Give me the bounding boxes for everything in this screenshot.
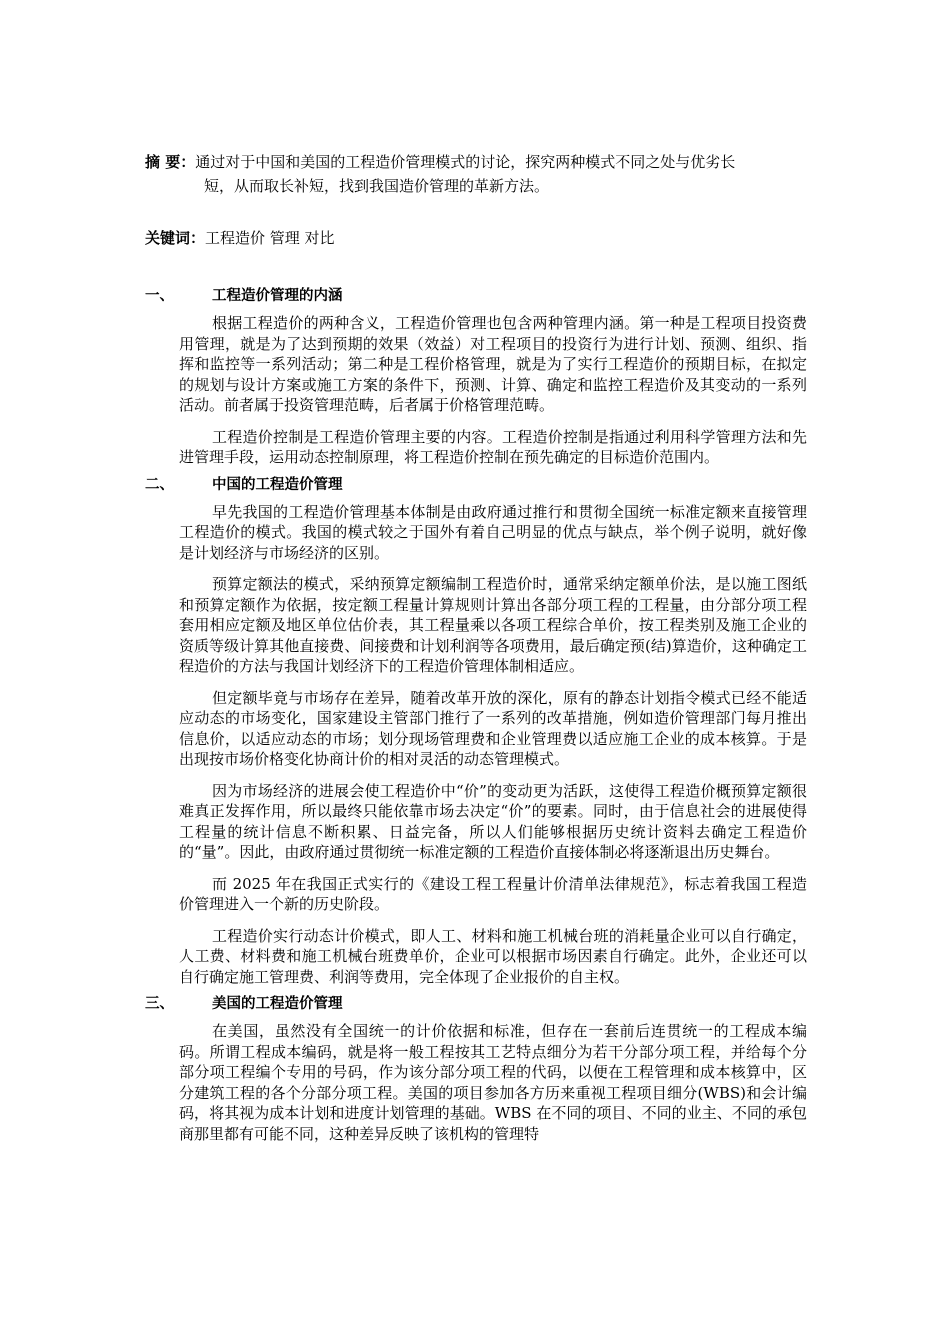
section-title: 中国的工程造价管理 <box>212 476 343 493</box>
abstract-line-1 <box>145 150 815 174</box>
paragraph: 根据工程造价的两种含义，工程造价管理也包含两种管理内涵。第一种是工程项目投资费用管理，就是为了达到预期的效果（效益）对工程项目的投资行为进行计划、预测、组织、指挥和监控等一系列活动；第二种是工程价格管理，就是为了实行工程造价的预期目标，在拟定的规划与设计方案或施工方案的条件下，预测、计算、确定和监控工程造价及其变动的一系列活动。前者属于投资管理范畴，后者属于价格管理范畴。 <box>179 314 807 414</box>
keywords-text: 工程造价 管理 对比 <box>205 229 335 247</box>
abstract-label: 摘 要： <box>145 153 196 171</box>
paragraph: 但定额毕竟与市场存在差异，随着改革开放的深化，原有的静态计划指令模式已经不能适应动态的市场变化，国家建设主管部门推行了一系列的改革措施，例如造价管理部门每月推出信息价，以适应动态的市场；划分现场管理费和企业管理费以适应施工企业的成本核算。于是出现按市场价格变化协商计价的相对灵活的动态管理模式。 <box>179 688 807 768</box>
paragraph: 工程造价实行动态计价模式，即人工、材料和施工机械台班的消耗量企业可以自行确定，人工费、材料费和施工机械台班费单价，企业可以根据市场因素自行确定。此外，企业还可以自行确定施工管理费、利润等费用，完全体现了企业报价的自主权。 <box>179 926 807 986</box>
paragraph: 而 2025 年在我国正式实行的《建设工程工程量计价清单法律规范》，标志着我国工程造价管理进入一个新的历史阶段。 <box>179 874 807 913</box>
section-heading-2 <box>145 474 807 496</box>
abstract-text-1: 通过对于中国和美国的工程造价管理模式的讨论，探究两种模式不同之处与优劣长 <box>195 153 736 171</box>
section-heading-1 <box>145 285 807 307</box>
section-title: 美国的工程造价管理 <box>212 996 343 1012</box>
section-heading-3 <box>145 993 807 1015</box>
section-number: 一、 <box>145 288 174 304</box>
section-number: 三、 <box>145 996 174 1012</box>
keywords <box>145 227 335 249</box>
abstract-text-2: 短，从而取长补短，找到我国造价管理的革新方法。 <box>204 177 550 195</box>
abstract <box>145 150 815 198</box>
body-content <box>145 285 807 1144</box>
paragraph: 工程造价控制是工程造价管理主要的内容。工程造价控制是指通过利用科学管理方法和先进管理手段，运用动态控制原理，将工程造价控制在预先确定的目标造价范围内。 <box>179 427 807 466</box>
paragraph: 在美国，虽然没有全国统一的计价依据和标准，但存在一套前后连贯统一的工程成本编码。所谓工程成本编码，就是将一般工程按其工艺特点细分为若干分部分项工程，并给每个分部分项工程编个专用的号码，作为该分部分项工程的代码，以便在工程管理和成本核算中，区分建筑工程的各个分部分项工程。美国的项目参加各方历来重视工程项目细分(WBS)和会计编码，将其视为成本计划和进度计划管理的基础。WBS 在不同的项目、不同的业主、不同的承包商那里都有可能不同，这种差异反映了该机构的管理特 <box>179 1022 807 1143</box>
paragraph: 预算定额法的模式，采纳预算定额编制工程造价时，通常采纳定额单价法，是以施工图纸和预算定额作为依据，按定额工程量计算规则计算出各部分项工程的工程量，由分部分项工程套用相应定额及地区单位估价表，其工程量乘以各项工程综合单价，按工程类别及施工企业的资质等级计算其他直接费、间接费和计划利润等各项费用，最后确定预(结)算造价，这种确定工程造价的方法与我国计划经济下的工程造价管理体制相适应。 <box>179 575 807 675</box>
section-number: 二、 <box>145 476 174 493</box>
section-title: 工程造价管理的内涵 <box>212 288 343 304</box>
paragraph: 因为市场经济的进展会使工程造价中“价”的变动更为活跃，这使得工程造价概预算定额很难真正发挥作用，所以最终只能依靠市场去决定“价”的要素。同时，由于信息社会的进展使得工程量的统计信息不断积累、日益完备，所以人们能够根据历史统计资料去确定工程造价的“量”。因此，由政府通过贯彻统一标准定额的工程造价直接体制必将逐渐退出历史舞台。 <box>179 781 807 861</box>
keywords-label: 关键词： <box>145 229 206 247</box>
paragraph: 早先我国的工程造价管理基本体制是由政府通过推行和贯彻全国统一标准定额来直接管理工程造价的模式。我国的模式较之于国外有着自己明显的优点与缺点，举个例子说明，就好像是计划经济与市场经济的区别。 <box>179 502 807 562</box>
